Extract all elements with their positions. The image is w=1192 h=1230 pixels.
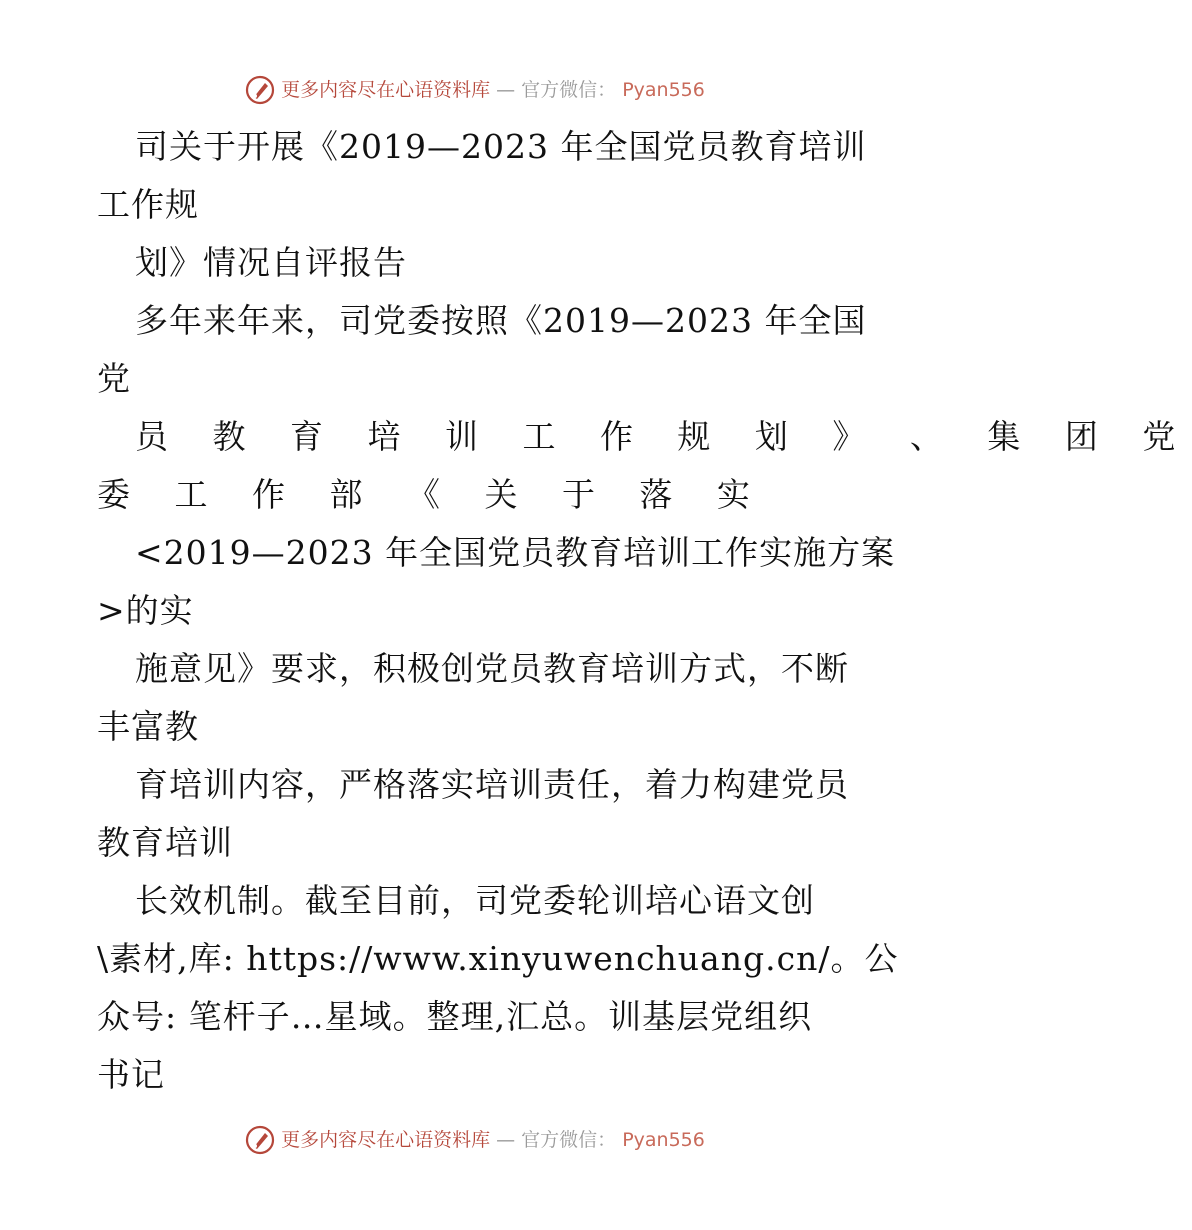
text-line: 教育培训 <box>97 823 233 862</box>
text-line: 多年来年来，司党委按照《2019—2023 年全国 <box>135 301 867 340</box>
header-watermark <box>0 75 950 105</box>
watermark-main-text: 更多内容尽在心语资料库 <box>281 79 491 101</box>
document-body <box>97 118 1192 1104</box>
text-line: 工作规 <box>97 185 199 224</box>
text-line: >的实 <box>97 591 194 630</box>
watermark-main-text: 更多内容尽在心语资料库 <box>281 1129 491 1151</box>
watermark-separator: — <box>496 1129 516 1151</box>
text-line: 长效机制。截至目前，司党委轮训培心语文创 <box>135 881 815 920</box>
text-line: 员 教 育 培 训 工 作 规 划 》 、 集 团 党 <box>135 417 1192 456</box>
watermark-contact-label: 官方微信： <box>521 1129 617 1151</box>
text-line: 委 工 作 部 《 关 于 落 实 <box>97 475 767 514</box>
text-line: 党 <box>97 359 131 398</box>
watermark-contact-label: 官方微信： <box>521 79 617 101</box>
text-line: <2019—2023 年全国党员教育培训工作实施方案 <box>135 533 896 572</box>
text-line: 丰富教 <box>97 707 199 746</box>
text-line: \素材,库: https://www.xinyuwenchuang.cn/。公 <box>97 939 899 978</box>
pen-logo-icon <box>245 1125 275 1155</box>
text-line: 施意见》要求，积极创党员教育培训方式，不断 <box>135 649 849 688</box>
watermark-wechat-id: Pyan556 <box>622 79 705 101</box>
watermark-separator: — <box>496 79 516 101</box>
text-line: 育培训内容，严格落实培训责任，着力构建党员 <box>135 765 849 804</box>
text-line: 众号: 笔杆子…星域。整理,汇总。训基层党组织 <box>97 997 813 1036</box>
text-line: 划》情况自评报告 <box>135 243 407 282</box>
footer-watermark <box>0 1125 950 1155</box>
watermark-wechat-id: Pyan556 <box>622 1129 705 1151</box>
text-line: 书记 <box>97 1055 165 1094</box>
pen-logo-icon <box>245 75 275 105</box>
text-line: 司关于开展《2019—2023 年全国党员教育培训 <box>135 127 867 166</box>
